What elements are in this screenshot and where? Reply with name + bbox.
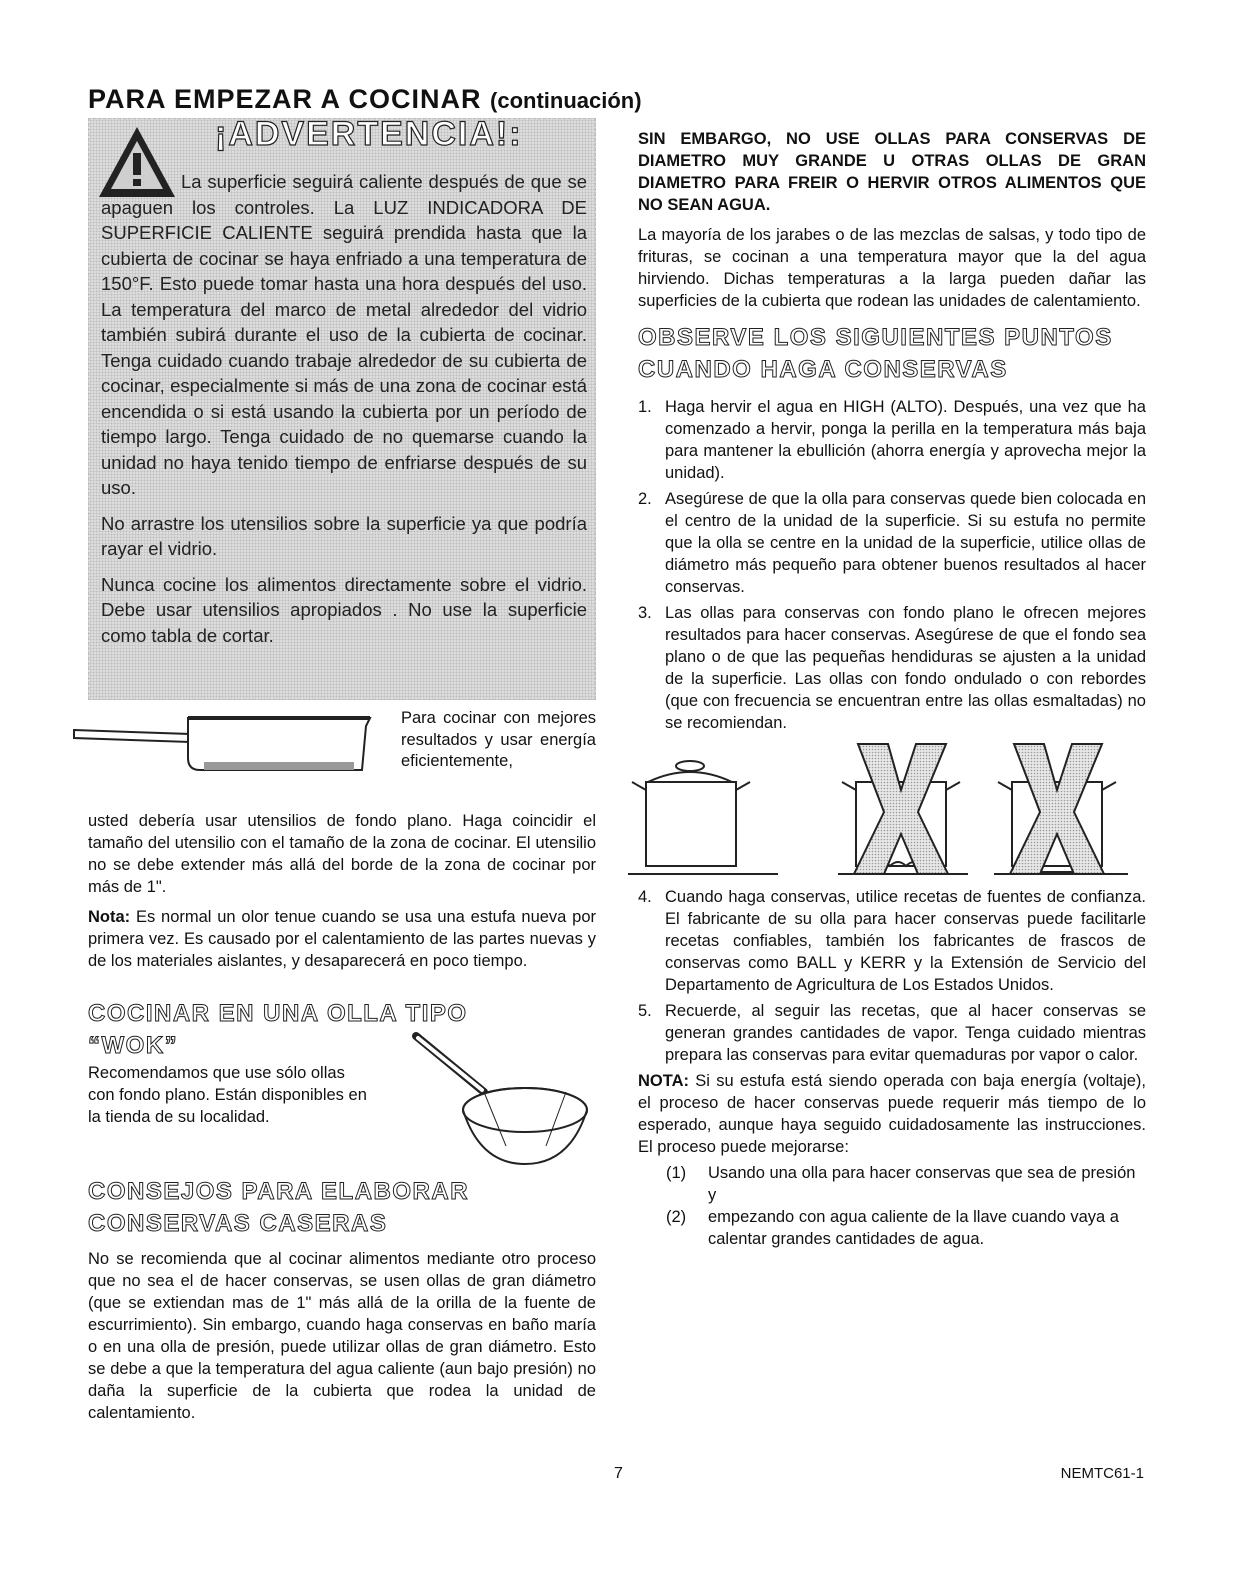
canning-title-line-2: CONSERVAS CASERAS [88,1210,388,1237]
nota-text: Si su estufa está siendo operada con baja energía (voltaje), el proceso de hacer conservas puede requerir más tiempo de lo esperado, aunque haya seguido cuidadosamente las instrucciones. El proceso puede mejorarse: [638,1072,1146,1156]
warning-heading: ¡ADVERTENCIA!: [215,115,523,153]
step-number: 3. [638,604,652,622]
wavy-pot-icon [838,744,968,874]
list-item [638,1162,1146,1206]
pan-intro-text: Para cocinar con mejores resultados y usar energía eficientemente, [401,709,596,770]
observe-section-title [638,322,1146,386]
sub-item-text: Usando una olla para hacer conservas que sea de presión y [708,1164,1136,1204]
right-column [638,128,1146,1250]
page-title-sub: (continuación) [490,88,642,113]
nota-label: NOTA: [638,1072,690,1090]
canning-text: No se recomienda que al cocinar alimentos mediante otro proceso que no sea el de hacer conservas, se usen ollas de gran diámetro (que se extiendan mas de 1" más allá de la orilla de la fuente de escurrimiento). Sin embargo, cuando haga conservas en baño maría o en una olla de presión, puede utilizar ollas de gran diámetro. Esto se debe a que la temperatura del agua caliente (aun bajo presión) no daña la superficie de la cubierta que rodea la unidad de calentamiento. [88,1250,596,1422]
nota-sublist [638,1162,1146,1250]
list-item [638,1000,1146,1066]
step-text: Cuando haga conservas, utilice recetas de fuentes de confianza. El fabricante de su olla para hacer conservas puede facilitarle recetas confiables, también los fabricantes de frascos de conservas como BALL y KERR y la Extensión de Servicio del Departamento de Agricultura de Los Estados Unidos. [665,888,1146,994]
step-text: Las ollas para conservas con fondo plano le ofrecen mejores resultados para hacer conservas. Asegúrese de que el fondo sea plano o de que las pequeñas hendiduras se ajusten a la unidad de la superficie. Las ollas con fondo ondulado o con rebordes (que con frecuencia se encuentran entre las ollas esmaltadas) no se recomiendan. [665,604,1146,732]
list-item [638,886,1146,996]
step-number: 4. [638,888,652,906]
document-code: NEMTC61-1 [1060,1465,1144,1482]
step-number: 1. [638,398,652,416]
pan-text-continued: usted debería usar utensilios de fondo plano. Haga coincidir el tamaño del utensilio con el tamaño de la zona de cocinar. El utensilio no se debe extender más allá del borde de la zona de cocinar por más de 1". [88,812,596,896]
observe-title-line-1: OBSERVE LOS SIGUIENTES PUNTOS [638,324,1113,351]
page-title-main: PARA EMPEZAR A COCINAR [88,84,482,114]
canning-steps-list [638,396,1146,734]
sub-item-number: (2) [666,1208,687,1226]
canning-title-line-1: CONSEJOS PARA ELABORAR [88,1178,470,1205]
flat-pan-section [88,708,596,810]
wok-text: Recomendamos que use sólo ollas con fondo plano. Están disponibles en la tienda de su localidad. [88,1064,367,1126]
warning-paragraph-1: La superficie seguirá caliente después de que se apaguen los controles. La LUZ INDICADORA DE SUPERFICIE CALIENTE seguirá prendida hasta que la cubierta de cocinar se haya enfriado a una temperatura de 150°F. Esto puede tomar hasta una hora después del uso. La temperatura del marco de metal alrededor del vidrio también subirá durante el uso de la cubierta de cocinar. Tenga cuidado cuando trabaje alrededor de su cubierta de cocinar, especialmente si más de una zona de cocinar está encendida o si está usando la cubierta por un período de tiempo largo. Tenga cuidado de no quemarse cuando la unidad no haya tenido tiempo de enfriarse después de su uso. [101,171,587,498]
flat-pot-icon [628,761,778,874]
warning-paragraph-3: Nunca cocine los alimentos directamente sobre el vidrio. Debe usar utensilios apropiados . No use la superficie como tabla de cortar. [101,573,587,646]
sub-item-text: empezando con agua caliente de la llave cuando vaya a calentar grandes cantidades de agua. [708,1208,1119,1248]
page-number: 7 [614,1465,623,1482]
canning-section-title [88,1176,596,1240]
note-text: Es normal un olor tenue cuando se usa una estufa nueva por primera vez. Es causado por el calentamiento de las partes nuevas y de los materiales aislantes, y desaparecerá en poco tiempo. [88,908,596,970]
canner-pots-diagram [628,742,1148,878]
caps-warning-text: SIN EMBARGO, NO USE OLLAS PARA CONSERVAS DE DIAMETRO MUY GRANDE U OTRAS OLLAS DE GRAN DIAMETRO PARA FREIR O HERVIR OTROS ALIMENTOS QUE NO SEAN AGUA. [638,130,1146,214]
step-text: Recuerde, al seguir las recetas, que al hacer conservas se generan grandes cantidades de vapor. Tenga cuidado mientras prepara las conservas para evitar quemaduras por vapor o calor. [665,1002,1146,1064]
wok-section [88,1062,596,1160]
note-label: Nota: [88,908,131,926]
list-item [638,488,1146,598]
skillet-illustration [70,710,382,780]
note-paragraph [88,906,596,972]
step-text: Haga hervir el agua en HIGH (ALTO). Después, una vez que ha comenzado a hervir, ponga la perilla en la temperatura más baja para mantener la ebullición (ahorra energía y aprovecha mejor la unidad). [665,398,1146,482]
wok-title-line-2: “WOK” [88,1032,179,1059]
observe-title-line-2: CUANDO HAGA CONSERVAS [638,356,1008,383]
ridged-pot-icon [994,744,1128,874]
list-item [638,1206,1146,1250]
page-title [88,84,642,115]
canning-steps-list-continued [638,886,1146,1066]
warning-body [101,169,587,658]
left-column [88,115,596,1424]
list-item [638,396,1146,484]
step-text: Asegúrese de que la olla para conservas quede bien colocada en el centro de la unidad de la superficie. Si su estufa no permite que la olla se centre en la unidad de la superficie, utilice ollas de diámetro más pequeño para obtener buenos resultados al hacer conservas. [665,490,1146,596]
nota-paragraph [638,1070,1146,1158]
canner-illustrations [638,742,1146,878]
wok-illustration [380,1028,590,1168]
warning-paragraph-2: No arrastre los utensilios sobre la superficie ya que podría rayar el vidrio. [101,512,587,559]
syrup-text: La mayoría de los jarabes o de las mezclas de salsas, y todo tipo de frituras, se cocinan a una temperatura mayor que la del agua hirviendo. Dichas temperaturas a la larga pueden dañar las superficies de la cubierta que rodean las unidades de calentamiento. [638,226,1146,310]
warning-box [88,115,596,700]
step-number: 5. [638,1002,652,1020]
wok-title-line-1: COCINAR EN UNA OLLA TIPO [88,1000,468,1027]
sub-item-number: (1) [666,1164,687,1182]
step-number: 2. [638,490,652,508]
list-item [638,602,1146,734]
